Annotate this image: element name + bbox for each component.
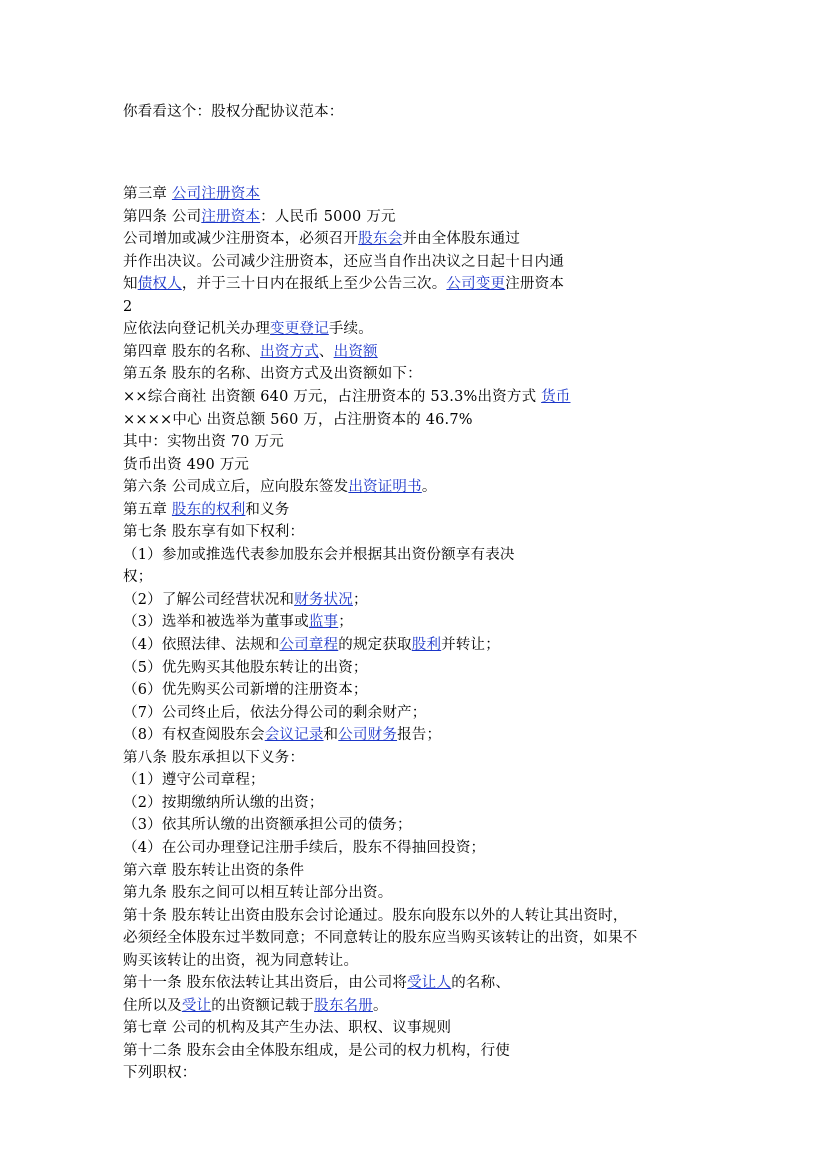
text-span: 权； [123,569,153,586]
text-span: 第四条 公司 [123,208,202,225]
hyperlink[interactable]: 货币 [541,388,571,405]
text-line [123,341,378,363]
text-line [123,634,500,656]
text-line [123,972,510,994]
hyperlink[interactable]: 出资方式 [260,343,319,360]
text-span: 第六条 公司成立后，应向股东签发 [123,479,349,496]
text-span: （7）公司终止后，依法分得公司的剩余财产； [123,704,427,721]
text-span: 并由全体股东通过 [402,231,520,248]
text-span: 2 [123,298,133,315]
text-line [123,995,388,1017]
hyperlink[interactable]: 股利 [411,637,442,653]
hyperlink[interactable]: 受让人 [407,975,452,992]
text-line [123,454,249,476]
text-span: 购买该转让的出资，视为同意转让。 [123,952,359,969]
hyperlink[interactable]: 股东会 [358,231,403,248]
text-line [123,792,324,814]
text-span: 公司增加或减少注册资本，必须召开 [123,231,359,248]
hyperlink[interactable]: 受让 [181,997,212,1014]
hyperlink[interactable]: 股东的权利 [171,501,246,518]
hyperlink[interactable]: 公司注册资本 [171,186,261,202]
text-span: ； [338,614,353,631]
text-span: ××××中心 出资总额 560 万，占注册资本的 46.7% [123,411,473,428]
text-line [123,318,373,340]
text-line [123,905,628,927]
text-line [123,431,284,453]
text-line [123,611,353,633]
text-span: 知 [123,276,138,293]
text-span: （3）依其所认缴的出资额承担公司的债务； [123,817,412,834]
text-span: 第十一条 股东依法转让其出资后，由公司将 [123,975,408,992]
text-line [123,814,412,836]
text-span: 和 [323,727,339,744]
text-span: （1）参加或推选代表参加股东会并根据其出资份额享有表决 [123,546,515,563]
text-span: 并作出决议。公司减少注册资本，还应当自作出决议之日起十日内通 [123,253,564,270]
intro-text: 你看看这个：股权分配协议范本： [123,104,344,120]
text-span: 第十二条 股东会由全体股东组成，是公司的权力机构，行使 [123,1042,511,1059]
text-span: （8）有权查阅股东会 [123,727,265,744]
text-span: 下列职权： [123,1065,197,1082]
text-line [123,882,392,904]
text-span: 和义务 [245,501,290,518]
text-line [123,657,368,679]
hyperlink[interactable]: 出资额 [333,343,378,360]
hyperlink[interactable]: 股东名册 [314,997,373,1014]
text-span: ：人民币 5000 万元 [260,208,396,225]
text-line [123,521,304,543]
text-line [123,386,571,408]
text-span: （1）遵守公司章程； [123,772,265,789]
hyperlink[interactable]: 变更登记 [270,321,329,338]
text-span: 第十条 股东转让出资由股东会讨论通过。股东向股东以外的人转让其出资时， [123,907,628,924]
text-line [123,363,422,385]
text-line [123,183,260,205]
text-line [123,206,396,228]
text-span: 第五章 [123,501,172,518]
text-line [123,1062,197,1084]
text-line [123,747,304,769]
text-line [123,251,564,273]
text-line [123,837,485,859]
text-span: 手续。 [328,321,373,338]
text-line [123,724,441,746]
text-span: 其中：实物出资 70 万元 [123,434,284,451]
text-line [123,950,358,972]
text-span: （2）了解公司经营状况和 [123,591,295,608]
text-span: （2）按期缴纳所认缴的出资； [123,794,324,811]
text-span: ； [352,591,368,608]
text-span: 住所以及 [123,997,182,1014]
hyperlink[interactable]: 出资证明书 [348,479,422,496]
hyperlink[interactable]: 公司变更 [446,276,506,293]
text-line [123,409,473,431]
text-span: 第六章 股东转让出资的条件 [123,862,305,879]
hyperlink[interactable]: 债权人 [137,276,182,293]
text-span: 报告； [397,727,442,744]
text-span: 的规定获取 [338,637,412,653]
text-line [123,544,515,566]
text-span: 货币出资 490 万元 [123,456,250,473]
text-line [123,228,520,250]
text-span: 第五条 股东的名称、出资方式及出资额如下： [123,366,422,383]
text-span: 并转让； [441,637,500,653]
text-line [123,499,290,521]
text-line [123,273,564,295]
text-line [123,927,638,949]
text-span: 第七章 公司的机构及其产生办法、职权、议事规则 [123,1020,452,1037]
hyperlink[interactable]: 注册资本 [201,208,261,225]
text-line [123,769,265,791]
hyperlink[interactable]: 公司章程 [279,637,339,653]
text-line [123,566,152,588]
text-line [123,860,304,882]
text-span: 、 [318,343,334,360]
hyperlink[interactable]: 公司财务 [338,727,398,744]
hyperlink[interactable]: 会议记录 [264,727,324,744]
text-span: 的名称、 [451,975,511,992]
text-span: 第七条 股东享有如下权利： [123,524,305,541]
text-line [123,589,368,611]
text-span: 第九条 股东之间可以相互转让部分出资。 [123,885,393,902]
text-span: 的出资额记载于 [211,997,315,1014]
text-span: ，并于三十日内在报纸上至少公告三次。 [181,276,447,293]
text-line [123,702,426,724]
hyperlink[interactable]: 财务状况 [294,591,353,608]
text-line [123,1017,451,1039]
text-span: 第三章 [123,186,172,202]
text-span: （6）优先购买公司新增的注册资本； [123,682,368,699]
text-span: 注册资本 [505,276,565,293]
text-span: 必须经全体股东过半数同意；不同意转让的股东应当购买该转让的出资，如果不 [123,930,638,947]
text-line [123,476,437,498]
text-line [123,679,368,701]
text-span: （3）选举和被选举为董事或 [123,614,309,631]
text-span: （4）在公司办理登记注册手续后，股东不得抽回投资； [123,839,486,856]
text-span: 。 [421,479,437,496]
text-span: 应依法向登记机关办理 [123,321,270,338]
hyperlink[interactable]: 监事 [308,614,339,631]
text-span: 第四章 股东的名称、 [123,343,261,360]
text-span: ××综合商社 出资额 640 万元，占注册资本的 53.3%出资方式 [123,388,542,405]
text-line [123,296,132,318]
text-line [123,1040,510,1062]
text-span: 。 [372,997,388,1014]
text-span: （4）依照法律、法规和 [123,637,280,653]
text-span: 第八条 股东承担以下义务： [123,749,305,766]
text-span: （5）优先购买其他股东转让的出资； [123,659,368,676]
